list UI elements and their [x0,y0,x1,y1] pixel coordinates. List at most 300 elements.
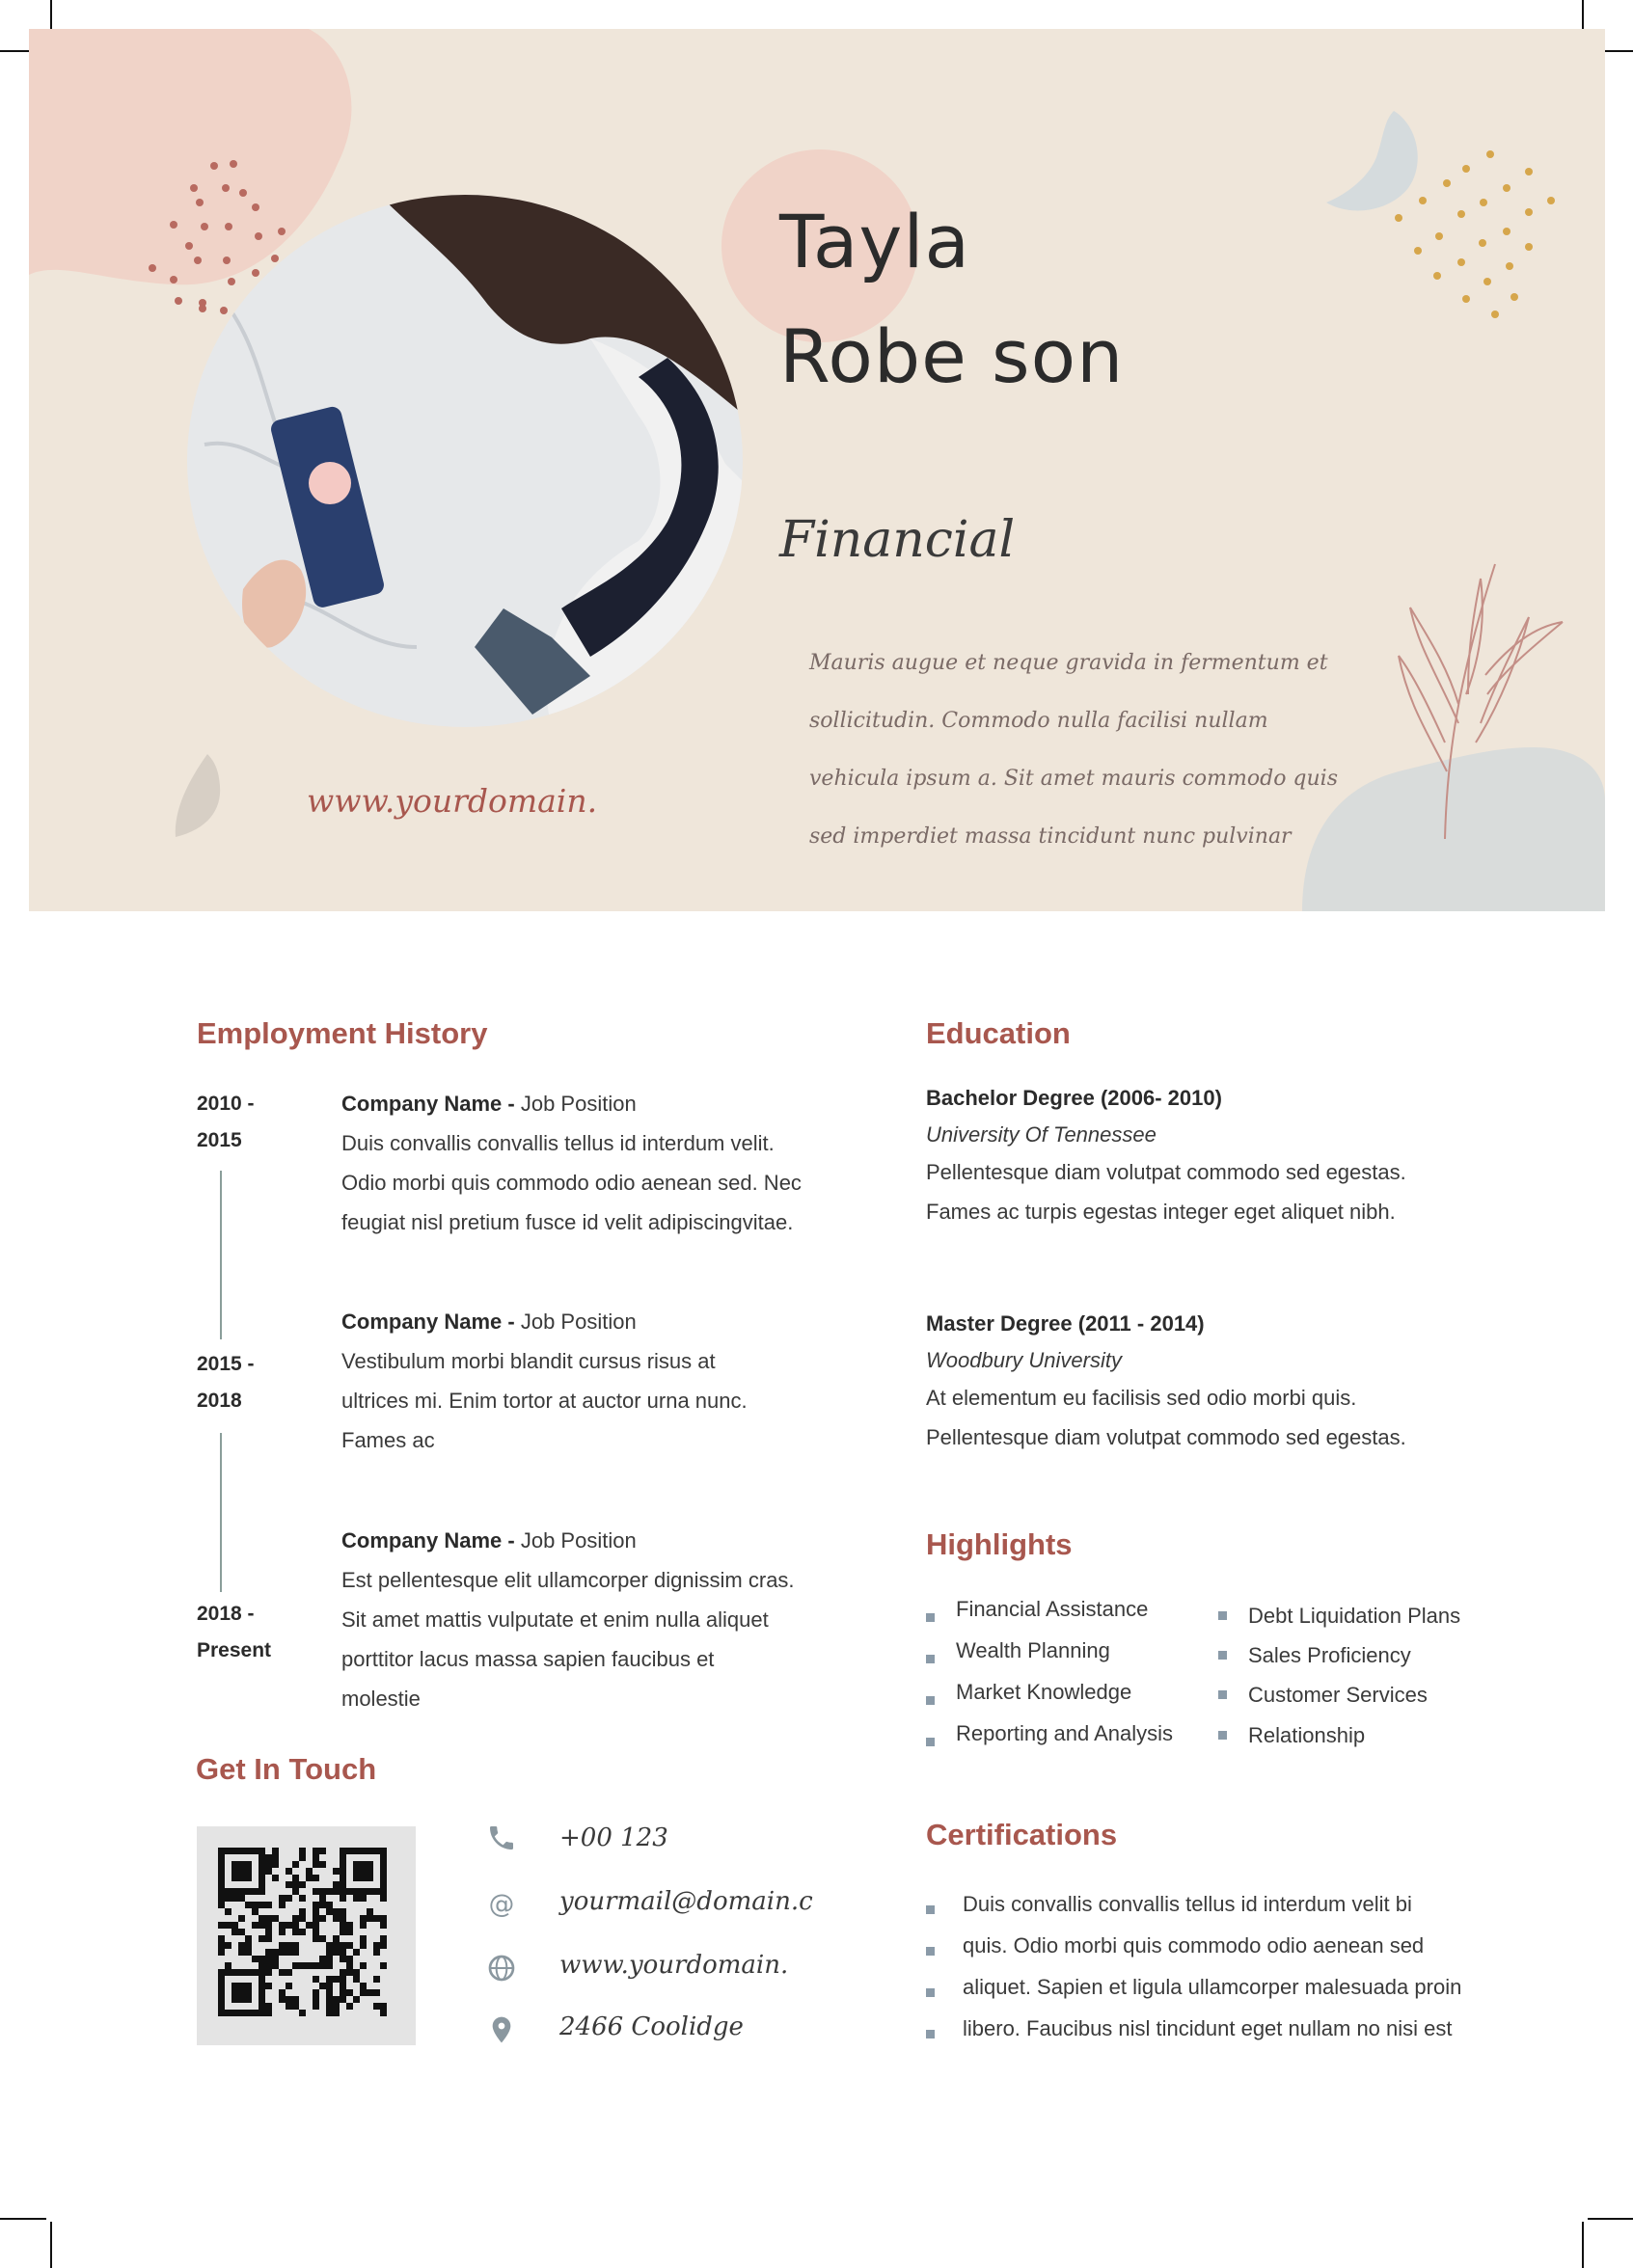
qr-module [333,1976,340,1983]
qr-module [340,1895,346,1902]
qr-module [299,1895,306,1902]
qr-module [259,1902,265,1908]
qr-module [346,2003,353,2010]
qr-module [367,1848,373,1854]
bullet [1218,1731,1227,1740]
qr-module [340,1881,346,1888]
globe-icon [486,1953,517,1984]
qr-module [326,1962,333,1969]
qr-module [340,1976,346,1983]
qr-module [319,1956,326,1962]
qr-module [231,1969,238,1976]
qr-module [340,1949,346,1956]
qr-module [340,1989,346,1996]
crop-mark [1582,2222,1584,2268]
phone-number[interactable]: +00 123 [559,1823,668,1852]
job-line: Odio morbi quis commodo odio aenean sed. Nec [341,1171,802,1195]
qr-module [279,1922,286,1929]
bullet [1218,1611,1227,1620]
address: 2466 Coolidge [559,2012,744,2041]
qr-module [265,1929,272,1935]
qr-module [367,1915,373,1922]
header-banner [29,29,1605,911]
qr-module [340,1969,346,1976]
qr-module [279,1929,286,1935]
qr-module [259,2010,265,2016]
qr-module [265,1854,272,1861]
qr-module [272,1956,279,1962]
qr-module [245,1989,252,1996]
qr-module [367,1888,373,1895]
qr-module [238,1868,245,1875]
qr-module [326,1976,333,1983]
website-link[interactable]: www.yourdomain. [307,782,598,820]
qr-module [265,1922,272,1929]
year-end: Present [197,1639,272,1661]
qr-module [238,1895,245,1902]
qr-module [380,2003,387,2010]
qr-module [245,1983,252,1989]
qr-module [373,1942,380,1949]
email-address[interactable]: yourmail@domain.c [559,1887,813,1916]
qr-module [333,1888,340,1895]
qr-module [306,1922,313,1929]
qr-module [225,1922,231,1929]
job-position: Job Position [514,1310,637,1334]
qr-module [231,2010,238,2016]
qr-module [252,1908,259,1915]
highlight-item: Debt Liquidation Plans [1248,1604,1461,1628]
qr-module [272,1861,279,1868]
qr-module [346,1962,353,1969]
qr-module [259,1969,265,1976]
qr-module [353,1969,360,1976]
qr-module [319,1895,326,1902]
qr-module [259,1956,265,1962]
at-icon [486,1888,517,1919]
job-line: Duis convallis convallis tellus id interdum velit. [341,1131,775,1155]
qr-module [279,1895,286,1902]
qr-module [360,1861,367,1868]
qr-module [218,2003,225,2010]
qr-module [313,1962,319,1969]
bullet [926,1696,935,1705]
qr-module [373,2003,380,2010]
qr-module [326,1996,333,2003]
qr-module [225,1969,231,1976]
qr-module [313,1922,319,1929]
qr-module [360,1875,367,1881]
qr-module [259,1915,265,1922]
qr-module [265,2010,272,2016]
qr-module [326,2003,333,2010]
qr-module [286,1983,292,1989]
qr-module [373,1949,380,1956]
qr-module [238,1996,245,2003]
qr-module [360,1848,367,1854]
qr-module [333,1996,340,2003]
qr-module [218,1868,225,1875]
qr-module [313,1875,319,1881]
qr-module [292,2003,299,2010]
qr-module [299,1915,306,1922]
qr-module [299,1962,306,1969]
qr-module [380,1848,387,1854]
qr-module [313,1976,319,1983]
qr-module [279,1942,286,1949]
qr-module [245,1888,252,1895]
qr-module [340,1888,346,1895]
qr-module [292,1861,299,1868]
qr-module [319,1848,326,1854]
qr-module [259,2003,265,2010]
qr-module [245,1942,252,1949]
qr-module [326,1956,333,1962]
qr-module [259,1868,265,1875]
location-pin-icon [486,2014,517,2045]
job-entry [341,1521,824,1711]
qr-module [319,1962,326,1969]
qr-module [238,1989,245,1996]
qr-module [360,1935,367,1942]
qr-module [218,1902,225,1908]
qr-module [231,1895,238,1902]
qr-module [319,1888,326,1895]
qr-module [326,1888,333,1895]
bullet [926,1655,935,1663]
qr-module [225,1888,231,1895]
qr-module [265,1861,272,1868]
qr-module [292,1996,299,2003]
qr-module [231,1983,238,1989]
qr-module [265,1935,272,1942]
qr-module [265,1983,272,1989]
job-line: Vestibulum morbi blandit cursus risus at [341,1349,716,1373]
qr-module [286,1868,292,1875]
highlight-item: Reporting and Analysis [956,1721,1174,1745]
qr-module [259,1989,265,1996]
last-name: Robe son [779,313,1125,399]
qr-module [218,1854,225,1861]
qr-module [231,1868,238,1875]
qr-module [238,1915,245,1922]
qr-module [231,1888,238,1895]
qr-module [380,1861,387,1868]
cert-line: Duis convallis convallis tellus id interdum velit bi [963,1892,1412,1916]
qr-module [333,1942,340,1949]
qr-module [218,1895,225,1902]
qr-module [272,1848,279,1854]
job-role: Financial [779,511,1016,569]
qr-module [326,1983,333,1989]
qr-module [245,1848,252,1854]
education-entry [926,1078,1466,1231]
job-line: ultrices mi. Enim tortor at auctor urna nunc. [341,1389,748,1413]
qr-module [326,1942,333,1949]
qr-module [218,1989,225,1996]
qr-module [333,1908,340,1915]
qr-module [245,2010,252,2016]
school: University Of Tennessee [926,1122,1157,1147]
certifications-list [963,1883,1541,2049]
qr-module [313,1908,319,1915]
qr-module [245,1868,252,1875]
qr-module [238,2010,245,2016]
cert-line: aliquet. Sapien et ligula ullamcorper malesuada proin [963,1975,1462,1999]
qr-module [340,1854,346,1861]
edu-line: Pellentesque diam volutpat commodo sed egestas. [926,1160,1406,1184]
qr-module [252,2010,259,2016]
qr-module [373,1976,380,1983]
qr-module [272,1875,279,1881]
qr-module [286,1922,292,1929]
qr-module [360,1895,367,1902]
qr-module [286,1942,292,1949]
school: Woodbury University [926,1348,1122,1372]
qr-module [326,1908,333,1915]
qr-module [218,1983,225,1989]
qr-module [373,1915,380,1922]
qr-module [218,1935,225,1942]
qr-module [346,1942,353,1949]
qr-module [231,1848,238,1854]
certifications-title: Certifications [926,1818,1118,1851]
qr-module [225,1895,231,1902]
crop-mark [0,2218,46,2220]
qr-module [380,1962,387,1969]
highlight-item: Market Knowledge [956,1680,1132,1704]
job-line: feugiat nisl pretium fusce id velit adipiscingvitae. [341,1210,794,1234]
qr-module [367,1861,373,1868]
qr-module [360,1983,367,1989]
qr-module [279,1949,286,1956]
qr-module [360,1989,367,1996]
qr-module [272,1962,279,1969]
qr-module [231,1996,238,2003]
qr-module [353,1868,360,1875]
qr-module [367,1875,373,1881]
qr-module [265,2003,272,2010]
qr-module [380,1895,387,1902]
qr-module [367,1989,373,1996]
qr-module [340,1929,346,1935]
qr-module [238,1875,245,1881]
qr-module [353,1949,360,1956]
qr-module [218,1861,225,1868]
job-line: Fames ac [341,1428,435,1452]
qr-module [252,1888,259,1895]
qr-module [340,1956,346,1962]
qr-module [218,2010,225,2016]
highlight-item: Customer Services [1248,1683,1428,1707]
qr-module [340,1848,346,1854]
qr-module [367,1868,373,1875]
qr-module [333,1949,340,1956]
phone-icon [486,1822,517,1853]
qr-module [245,1861,252,1868]
qr-module [225,2010,231,2016]
qr-module [319,1902,326,1908]
qr-module [292,1875,299,1881]
qr-module [292,1949,299,1956]
qr-module [319,1935,326,1942]
highlight-item: Wealth Planning [956,1638,1110,1662]
crop-mark [1588,2218,1633,2220]
qr-module [265,1915,272,1922]
qr-module [360,1868,367,1875]
qr-module [313,1915,319,1922]
qr-module [346,1969,353,1976]
highlight-item: Relationship [1248,1723,1366,1747]
qr-module [238,1929,245,1935]
qr-module [333,1868,340,1875]
website[interactable]: www.yourdomain. [559,1951,789,1980]
qr-module [380,1942,387,1949]
qr-module [346,1848,353,1854]
qr-module [265,1969,272,1976]
qr-module [313,1935,319,1942]
qr-module [238,1969,245,1976]
job-line: Est pellentesque elit ullamcorper dignissim cras. [341,1568,795,1592]
qr-module [340,1915,346,1922]
qr-module [373,1848,380,1854]
qr-module [313,1848,319,1854]
qr-module [313,1888,319,1895]
bullet [926,2030,935,2038]
qr-module [353,1895,360,1902]
qr-module [252,1902,259,1908]
qr-module [292,1881,299,1888]
qr-module [279,1996,286,2003]
qr-module [286,1881,292,1888]
qr-module [360,1888,367,1895]
qr-module [265,1956,272,1962]
qr-module [218,1875,225,1881]
qr-module [346,1929,353,1935]
qr-module [225,1962,231,1969]
qr-code[interactable] [197,1826,416,2045]
bullet [926,1613,935,1622]
qr-module [259,1962,265,1969]
cert-line: quis. Odio morbi quis commodo odio aenean sed [963,1933,1425,1958]
qr-module [272,1949,279,1956]
qr-module [238,1949,245,1956]
qr-module [299,1881,306,1888]
qr-module [292,1962,299,1969]
qr-module [346,1888,353,1895]
year-start: 2018 - [197,1603,255,1625]
first-name: Tayla [779,199,971,284]
qr-module [299,1929,306,1935]
qr-module [360,1942,367,1949]
qr-module [380,1922,387,1929]
qr-module [380,2010,387,2016]
qr-module [340,1996,346,2003]
qr-module [245,1875,252,1881]
qr-module [231,1929,238,1935]
qr-module [218,1881,225,1888]
qr-module [265,1868,272,1875]
job-line: molestie [341,1687,421,1711]
qr-module [360,1962,367,1969]
qr-module [238,1861,245,1868]
qr-module [252,1956,259,1962]
qr-module [218,1996,225,2003]
job-position: Job Position [514,1092,637,1116]
qr-module [367,1908,373,1915]
timeline-line [220,1433,222,1592]
qr-module [333,1935,340,1942]
qr-module [333,1915,340,1922]
qr-module [265,1902,272,1908]
qr-module [346,1956,353,1962]
contact-title: Get In Touch [196,1752,377,1786]
company-name: Company Name - [341,1092,515,1116]
qr-module [218,1922,225,1929]
qr-module [380,1854,387,1861]
qr-module [286,1969,292,1976]
cert-line: libero. Faucibus nisl tincidunt eget nullam no nisi est [963,2016,1453,2040]
qr-module [360,1915,367,1922]
qr-module [231,1922,238,1929]
bullet [1218,1690,1227,1699]
qr-module [238,1888,245,1895]
bullet [1218,1651,1227,1660]
profile-photo [185,194,745,729]
qr-module [245,1996,252,2003]
qr-module [373,1989,380,1996]
bullet [926,1738,935,1746]
edu-line: At elementum eu facilisis sed odio morbi quis. [926,1386,1357,1410]
edu-line: Pellentesque diam volutpat commodo sed egestas. [926,1425,1406,1449]
qr-module [279,1989,286,1996]
qr-module [252,1848,259,1854]
qr-module [218,1949,225,1956]
qr-module [252,1969,259,1976]
qr-module [313,1854,319,1861]
qr-module [313,1902,319,1908]
qr-module [360,1922,367,1929]
qr-module [218,1969,225,1976]
qr-module [306,1875,313,1881]
qr-module [313,1996,319,2003]
qr-module [225,1942,231,1949]
qr-module [218,1888,225,1895]
qr-module [353,1888,360,1895]
qr-module [313,1989,319,1996]
qr-module [265,1949,272,1956]
qr-module [353,1996,360,2003]
crop-mark [50,2222,52,2268]
qr-module [231,1989,238,1996]
qr-module [238,1848,245,1854]
bullet [926,1947,935,1956]
company-name: Company Name - [341,1528,515,1552]
qr-module [292,1915,299,1922]
qr-module [259,1888,265,1895]
qr-module [299,1908,306,1915]
qr-module [286,2003,292,2010]
job-line: porttitor lacus massa sapien faucibus et [341,1647,715,1671]
qr-module [380,1935,387,1942]
qr-module [333,2010,340,2016]
job-entry [341,1302,824,1460]
qr-module [292,1929,299,1935]
qr-module [259,1881,265,1888]
qr-module [346,1922,353,1929]
qr-module [313,1929,319,1935]
qr-module [340,1942,346,1949]
